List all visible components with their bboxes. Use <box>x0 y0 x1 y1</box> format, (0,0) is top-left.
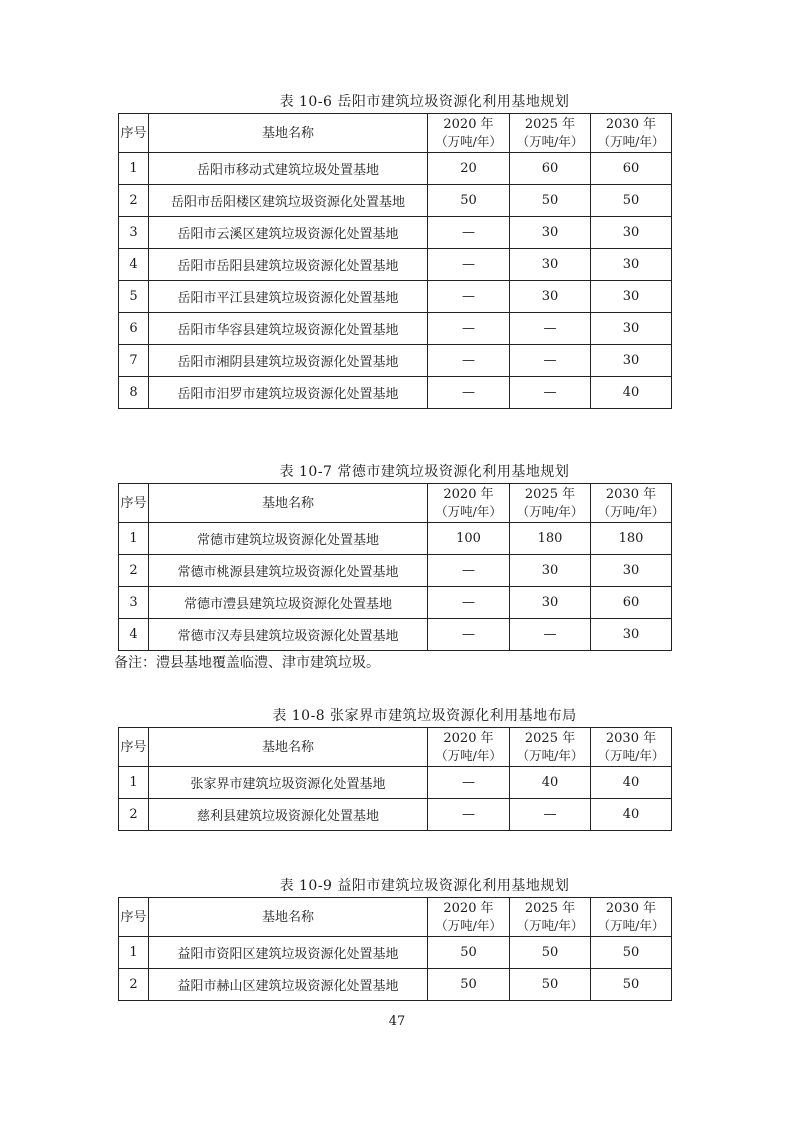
table-row <box>119 313 672 345</box>
row-number-cell: 2 <box>119 555 149 587</box>
row-number-cell: 1 <box>119 767 149 799</box>
base-name-cell: 岳阳市移动式建筑垃圾处置基地 <box>149 153 428 185</box>
capacity-2030-cell: 30 <box>591 249 672 281</box>
capacity-2025-cell: 180 <box>510 523 591 555</box>
capacity-2020-cell: — <box>428 313 510 345</box>
base-name-cell: 常德市汉寿县建筑垃圾资源化处置基地 <box>149 619 428 651</box>
capacity-2020-cell: — <box>428 281 510 313</box>
row-number-cell: 1 <box>119 523 149 555</box>
unit-label: （万吨/年） <box>516 918 584 933</box>
table-row <box>119 345 672 377</box>
table-row <box>119 969 672 1001</box>
data-table <box>118 113 672 409</box>
header-2025 <box>510 114 591 153</box>
base-name-cell: 张家界市建筑垃圾资源化处置基地 <box>149 767 428 799</box>
unit-label: （万吨/年） <box>516 134 584 149</box>
capacity-2030-cell: 180 <box>591 523 672 555</box>
row-number-cell: 3 <box>119 217 149 249</box>
header-2025 <box>510 728 591 767</box>
row-number-cell: 4 <box>119 619 149 651</box>
header-no: 序号 <box>119 728 149 767</box>
capacity-2030-cell: 40 <box>591 767 672 799</box>
table-row <box>119 937 672 969</box>
base-name-cell: 常德市建筑垃圾资源化处置基地 <box>149 523 428 555</box>
unit-label: （万吨/年） <box>516 504 584 519</box>
capacity-2020-cell: 100 <box>428 523 510 555</box>
capacity-2025-cell: — <box>510 619 591 651</box>
header-2020 <box>428 728 510 767</box>
capacity-2030-cell: 30 <box>591 281 672 313</box>
header-name: 基地名称 <box>149 114 428 153</box>
year-label: 2020 年 <box>443 901 494 916</box>
row-number-cell: 2 <box>119 185 149 217</box>
table-10-9-section <box>118 875 671 1001</box>
year-label: 2020 年 <box>443 731 494 746</box>
capacity-2020-cell: — <box>428 587 510 619</box>
year-label: 2030 年 <box>605 901 657 916</box>
header-no: 序号 <box>119 114 149 153</box>
capacity-2025-cell: — <box>510 377 591 409</box>
page-number: 47 <box>388 1014 406 1029</box>
header-2030 <box>591 898 672 937</box>
base-name-cell: 岳阳市湘阴县建筑垃圾资源化处置基地 <box>149 345 428 377</box>
capacity-2025-cell: 30 <box>510 249 591 281</box>
year-label: 2030 年 <box>605 117 657 132</box>
header-2020 <box>428 114 510 153</box>
capacity-2025-cell: 50 <box>510 937 591 969</box>
data-table <box>118 483 672 651</box>
capacity-2025-cell: 50 <box>510 185 591 217</box>
capacity-2025-cell: — <box>510 313 591 345</box>
header-2025 <box>510 484 591 523</box>
table-10-7-section <box>114 461 671 675</box>
unit-label: （万吨/年） <box>516 748 584 763</box>
capacity-2020-cell: 20 <box>428 153 510 185</box>
capacity-2025-cell: 50 <box>510 969 591 1001</box>
row-number-cell: 2 <box>119 799 149 831</box>
base-name-cell: 岳阳市汨罗市建筑垃圾资源化处置基地 <box>149 377 428 409</box>
table-body <box>119 767 672 831</box>
capacity-2020-cell: — <box>428 249 510 281</box>
capacity-2020-cell: — <box>428 619 510 651</box>
unit-label: （万吨/年） <box>435 504 502 519</box>
capacity-2020-cell: 50 <box>428 937 510 969</box>
table-row <box>119 249 672 281</box>
unit-label: （万吨/年） <box>435 918 502 933</box>
header-2030 <box>591 114 672 153</box>
table-row <box>119 523 672 555</box>
capacity-2020-cell: — <box>428 377 510 409</box>
base-name-cell: 岳阳市平江县建筑垃圾资源化处置基地 <box>149 281 428 313</box>
capacity-2030-cell: 30 <box>591 619 672 651</box>
capacity-2025-cell: 30 <box>510 587 591 619</box>
base-name-cell: 岳阳市云溪区建筑垃圾资源化处置基地 <box>149 217 428 249</box>
row-number-cell: 1 <box>119 937 149 969</box>
table-10-6-section <box>118 91 671 409</box>
header-name: 基地名称 <box>149 898 428 937</box>
table-caption: 表 10-6 岳阳市建筑垃圾资源化利用基地规划 <box>279 94 570 110</box>
base-name-cell: 岳阳市岳阳楼区建筑垃圾资源化处置基地 <box>149 185 428 217</box>
capacity-2025-cell: 60 <box>510 153 591 185</box>
base-name-cell: 常德市澧县建筑垃圾资源化处置基地 <box>149 587 428 619</box>
base-name-cell: 益阳市资阳区建筑垃圾资源化处置基地 <box>149 937 428 969</box>
table-row <box>119 217 672 249</box>
header-2030 <box>591 728 672 767</box>
capacity-2030-cell: 60 <box>591 153 672 185</box>
capacity-2030-cell: 30 <box>591 217 672 249</box>
capacity-2030-cell: 50 <box>591 969 672 1001</box>
capacity-2025-cell: 30 <box>510 555 591 587</box>
row-number-cell: 6 <box>119 313 149 345</box>
year-label: 2025 年 <box>524 731 576 746</box>
table-row <box>119 281 672 313</box>
data-table <box>118 727 672 831</box>
header-name: 基地名称 <box>149 728 428 767</box>
capacity-2020-cell: 50 <box>428 969 510 1001</box>
table-body <box>119 937 672 1001</box>
table-header-row <box>119 728 672 767</box>
table-row <box>119 185 672 217</box>
table-header-row <box>119 484 672 523</box>
year-label: 2020 年 <box>443 487 494 502</box>
capacity-2030-cell: 40 <box>591 799 672 831</box>
header-no: 序号 <box>119 898 149 937</box>
row-number-cell: 3 <box>119 587 149 619</box>
year-label: 2025 年 <box>524 901 576 916</box>
table-row <box>119 377 672 409</box>
table-caption: 表 10-9 益阳市建筑垃圾资源化利用基地规划 <box>279 878 570 894</box>
table-row <box>119 555 672 587</box>
table-10-8-section <box>118 705 671 831</box>
row-number-cell: 2 <box>119 969 149 1001</box>
unit-label: （万吨/年） <box>597 918 665 933</box>
unit-label: （万吨/年） <box>435 134 502 149</box>
table-row <box>119 767 672 799</box>
capacity-2030-cell: 40 <box>591 377 672 409</box>
capacity-2020-cell: — <box>428 345 510 377</box>
unit-label: （万吨/年） <box>597 134 665 149</box>
table-row <box>119 799 672 831</box>
year-label: 2025 年 <box>524 117 576 132</box>
capacity-2030-cell: 60 <box>591 587 672 619</box>
table-caption: 表 10-7 常德市建筑垃圾资源化利用基地规划 <box>279 464 570 480</box>
header-name: 基地名称 <box>149 484 428 523</box>
header-2020 <box>428 484 510 523</box>
base-name-cell: 慈利县建筑垃圾资源化处置基地 <box>149 799 428 831</box>
capacity-2025-cell: 30 <box>510 281 591 313</box>
table-header-row <box>119 898 672 937</box>
year-label: 2025 年 <box>524 487 576 502</box>
data-table <box>118 897 672 1001</box>
table-body <box>119 523 672 651</box>
header-2030 <box>591 484 672 523</box>
header-2020 <box>428 898 510 937</box>
capacity-2025-cell: 40 <box>510 767 591 799</box>
capacity-2030-cell: 50 <box>591 185 672 217</box>
row-number-cell: 5 <box>119 281 149 313</box>
header-2025 <box>510 898 591 937</box>
capacity-2025-cell: 30 <box>510 217 591 249</box>
row-number-cell: 8 <box>119 377 149 409</box>
capacity-2025-cell: — <box>510 345 591 377</box>
capacity-2030-cell: 30 <box>591 345 672 377</box>
table-row <box>119 587 672 619</box>
capacity-2025-cell: — <box>510 799 591 831</box>
base-name-cell: 岳阳市华容县建筑垃圾资源化处置基地 <box>149 313 428 345</box>
capacity-2030-cell: 30 <box>591 313 672 345</box>
year-label: 2020 年 <box>443 117 494 132</box>
row-number-cell: 7 <box>119 345 149 377</box>
table-header-row <box>119 114 672 153</box>
capacity-2020-cell: 50 <box>428 185 510 217</box>
row-number-cell: 1 <box>119 153 149 185</box>
unit-label: （万吨/年） <box>597 504 665 519</box>
base-name-cell: 益阳市赫山区建筑垃圾资源化处置基地 <box>149 969 428 1001</box>
year-label: 2030 年 <box>605 731 657 746</box>
capacity-2030-cell: 50 <box>591 937 672 969</box>
year-label: 2030 年 <box>605 487 657 502</box>
table-note: 备注：澧县基地覆盖临澧、津市建筑垃圾。 <box>114 655 380 671</box>
table-body <box>119 153 672 409</box>
table-row <box>119 619 672 651</box>
capacity-2020-cell: — <box>428 555 510 587</box>
capacity-2020-cell: — <box>428 767 510 799</box>
row-number-cell: 4 <box>119 249 149 281</box>
table-row <box>119 153 672 185</box>
table-caption: 表 10-8 张家界市建筑垃圾资源化利用基地布局 <box>272 708 577 724</box>
capacity-2020-cell: — <box>428 799 510 831</box>
header-no: 序号 <box>119 484 149 523</box>
unit-label: （万吨/年） <box>435 748 502 763</box>
base-name-cell: 常德市桃源县建筑垃圾资源化处置基地 <box>149 555 428 587</box>
unit-label: （万吨/年） <box>597 748 665 763</box>
capacity-2030-cell: 30 <box>591 555 672 587</box>
capacity-2020-cell: — <box>428 217 510 249</box>
base-name-cell: 岳阳市岳阳县建筑垃圾资源化处置基地 <box>149 249 428 281</box>
